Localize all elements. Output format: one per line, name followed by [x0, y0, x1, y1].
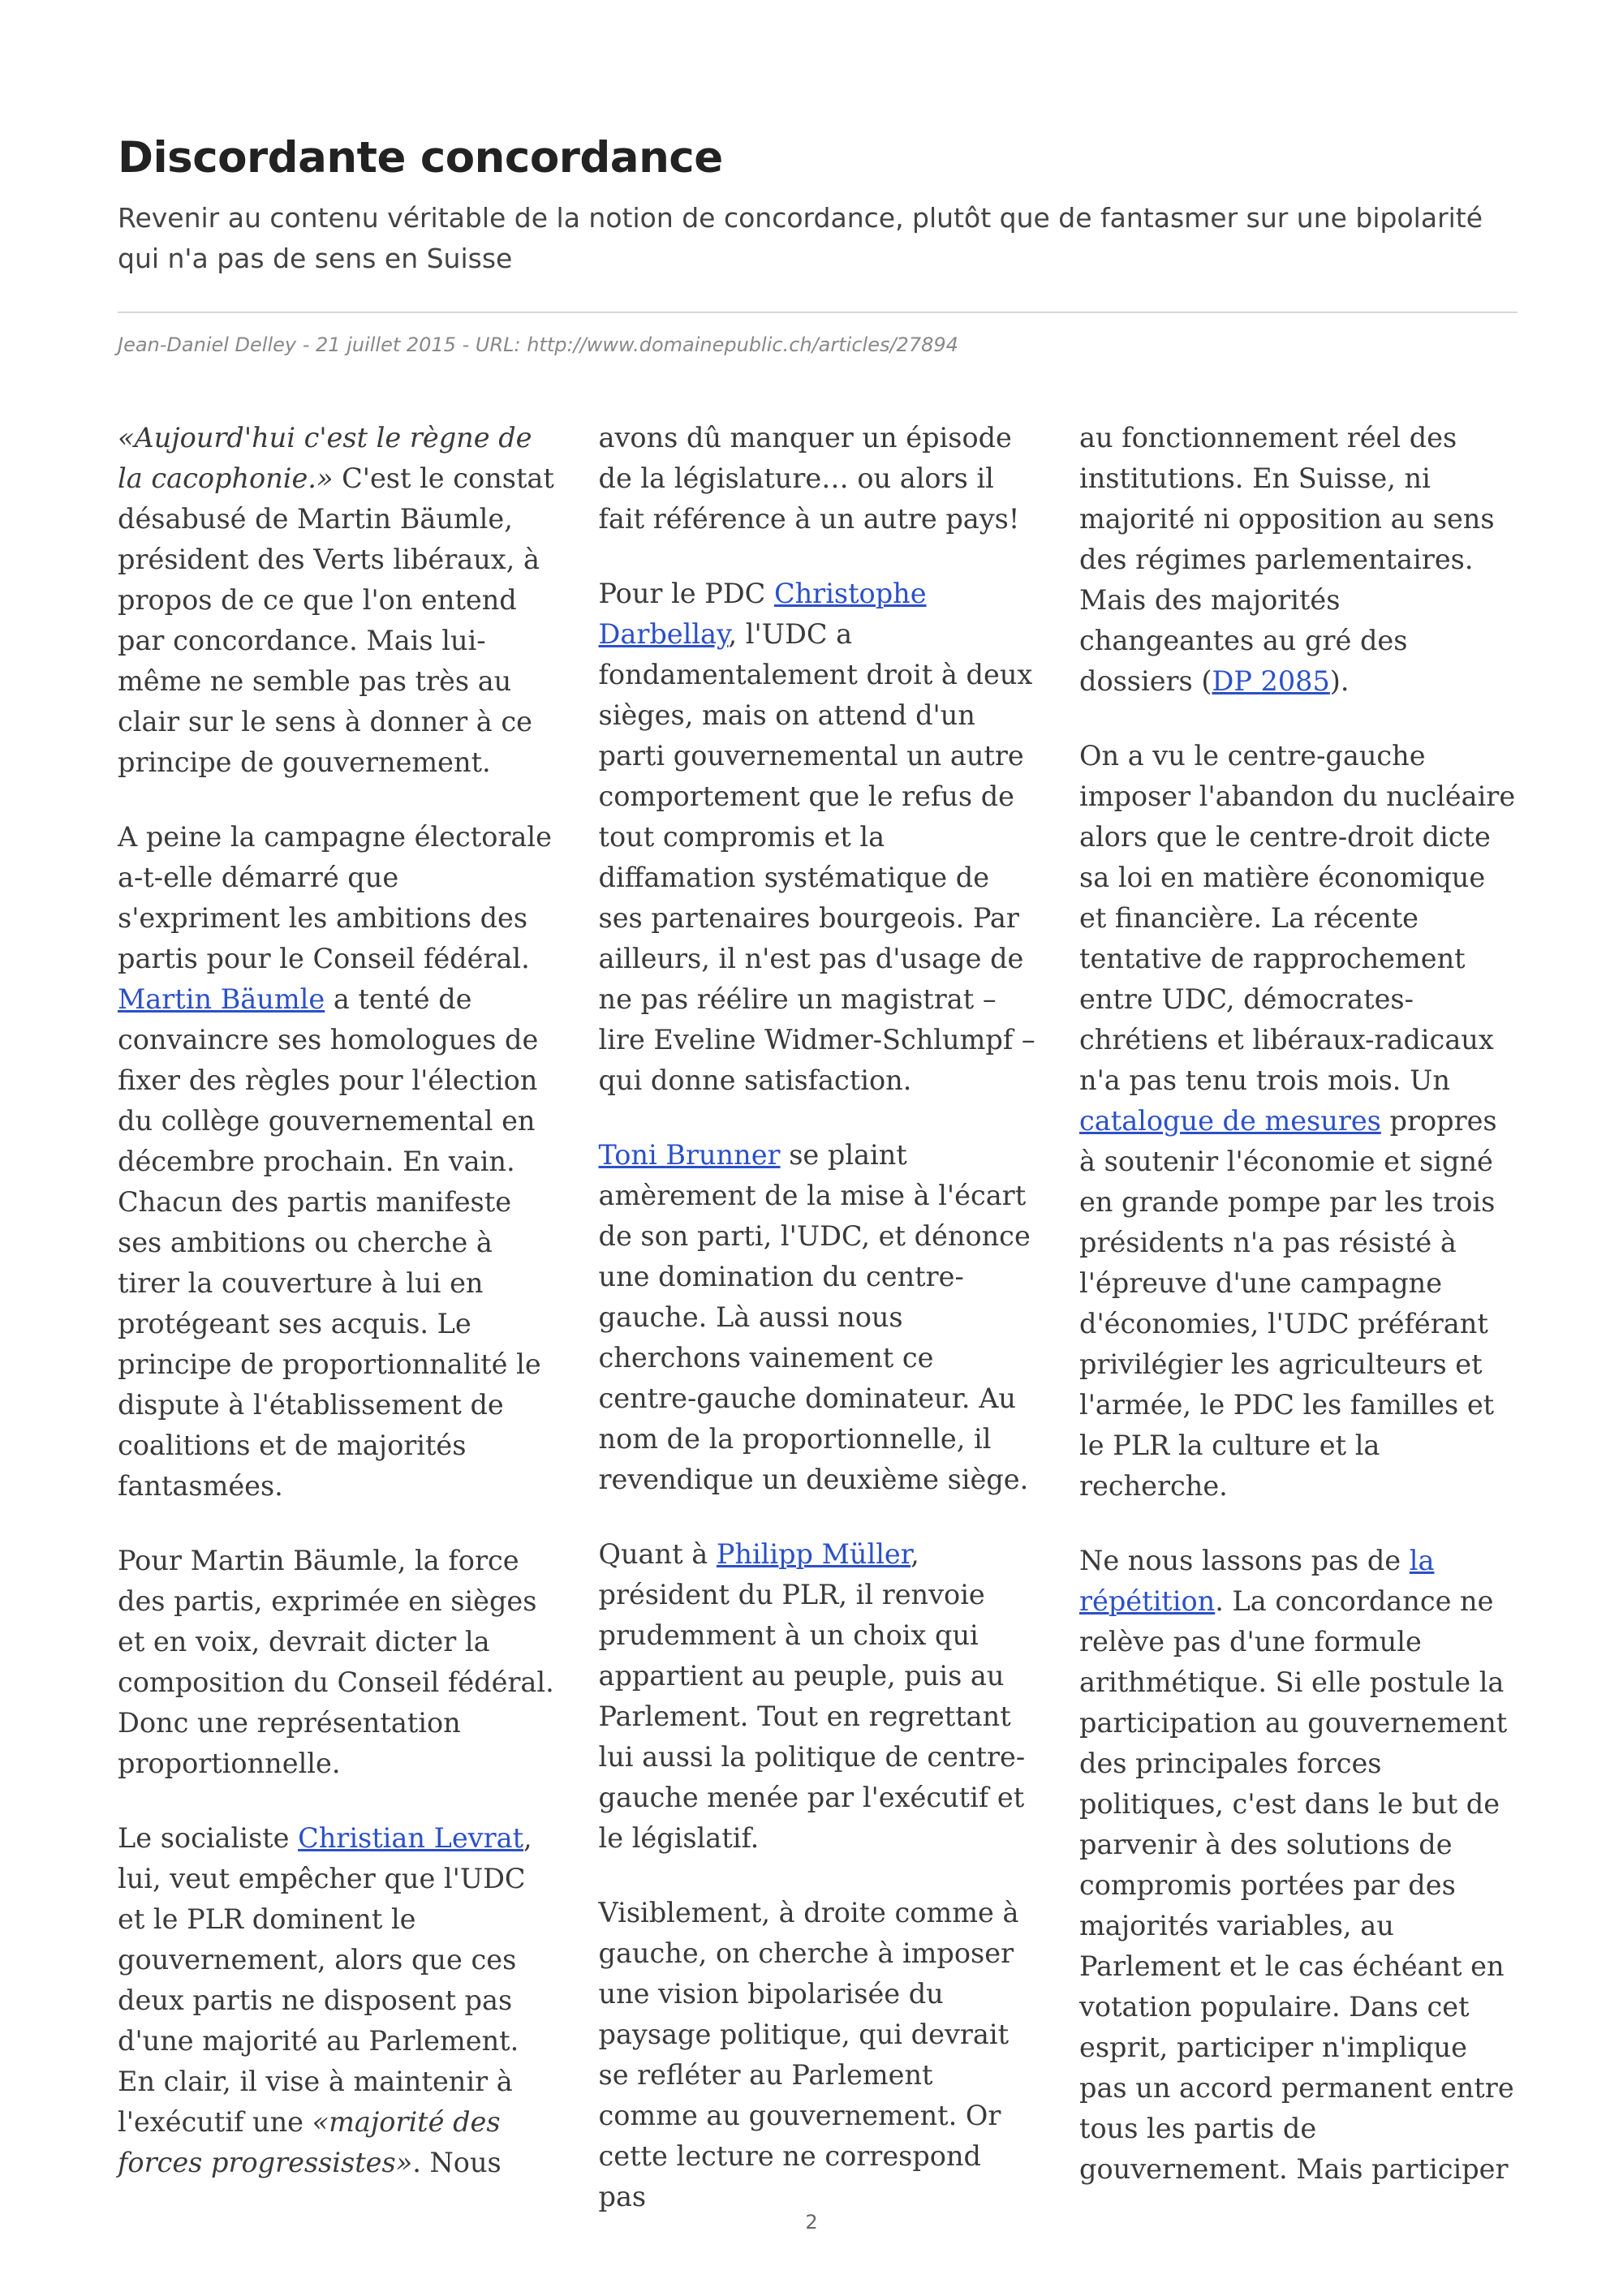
paragraph — [118, 817, 556, 1507]
paragraph — [599, 1534, 1037, 1859]
article-title: Discordante concordance — [118, 133, 723, 183]
text: propres à soutenir l'économie et signé en grande pompe par les trois présidents n'a pas résisté à l'épreuve d'une campagne d'économies, l'UDC préférant privilégier les agriculteurs et l'armée, le PDC les familles et le PLR la culture et la recherche. — [1079, 1105, 1497, 1502]
quote: «majorité des forces progressistes» — [118, 2106, 501, 2178]
link-philipp-muller[interactable]: Philipp Müller — [716, 1538, 911, 1570]
text: . La concordance ne relève pas d'une formule arithmétique. Si elle postule la participation au gouvernement des principales forces politiques, c'est dans le but de parvenir à des solutions de compromis portées par des majorités variables, au Parlement et le cas échéant en votation populaire. Dans cet esprit, participer n'implique pas un accord permanent entre tous les partis de gouvernement. Mais participer — [1079, 1585, 1514, 2185]
text: , l'UDC a fondamentalement droit à deux sièges, mais on attend d'un parti gouvernemental un autre comportement que le refus de tout compromis et la diffamation systématique de ses partenaires bourgeois. Par ailleurs, il n'est pas d'usage de ne pas réélire un magistrat – lire Eveline Widmer-Schlumpf – qui donne satisfaction. — [598, 618, 1035, 1096]
text: au fonctionnement réel des institutions. En Suisse, ni majorité ni opposition au sens des régimes parlementaires. Mais des majorités changeantes au gré des dossiers ( — [1079, 422, 1495, 697]
article-subtitle: Revenir au contenu véritable de la notion de concordance, plutôt que de fantasmer sur une bipolarité qui n'a pas de sens en Suisse — [118, 202, 1483, 274]
link-christophe-darbellay[interactable]: Christophe Darbellay — [598, 578, 927, 650]
page-number: 2 — [805, 2211, 818, 2234]
text: On a vu le centre-gauche imposer l'abandon du nucléaire alors que le centre-droit dicte sa loi en matière économique et financière. La récente tentative de rapprochement entre UDC, démocrates-chrétiens et libéraux-radicaux n'a pas tenu trois mois. Un — [1079, 740, 1516, 1096]
column-1 — [118, 418, 556, 2251]
link-toni-brunner[interactable]: Toni Brunner — [598, 1139, 781, 1171]
link-christian-levrat[interactable]: Christian Levrat — [298, 1822, 524, 1854]
text: Quant à — [598, 1538, 717, 1570]
text: a tenté de convaincre ses homologues de fixer des règles pour l'élection du collège gouvernemental en décembre prochain. En vain. Chacun des partis manifeste ses ambitions ou cherche à tirer la couverture à lui en protégeant ses acquis. Le principe de proportionnalité le dispute à l'établissement de coalitions et de majorités fantasmées. — [118, 983, 541, 1502]
link-la-repetition[interactable]: la répétition — [1079, 1545, 1435, 1617]
paragraph — [599, 574, 1037, 1101]
paragraph: Pour Martin Bäumle, la force des partis, exprimée en sièges et en voix, devrait dicter la composition du Conseil fédéral. Donc une représentation proportionnelle. — [118, 1545, 554, 1779]
text: . Nous — [412, 2147, 502, 2178]
link-catalogue-de-mesures[interactable]: catalogue de mesures — [1079, 1105, 1381, 1137]
text: , lui, veut empêcher que l'UDC et le PLR dominent le gouvernement, alors que ces deux partis ne disposent pas d'une majorité au Parlement. En clair, il vise à maintenir à l'exécutif une — [118, 1822, 532, 2138]
header-divider — [118, 312, 1518, 313]
article-meta: Jean-Daniel Delley - 21 juillet 2015 - URL: http://www.domainepublic.ch/articles/27894 — [118, 333, 958, 356]
paragraph: Visiblement, à droite comme à gauche, on cherche à imposer une vision bipolarisée du paysage politique, qui devrait se refléter au Parlement comme au gouvernement. Or cette lecture ne correspond pas — [598, 1897, 1019, 2212]
paragraph — [118, 1818, 556, 2183]
link-dp-2085[interactable]: DP 2085 — [1212, 665, 1330, 697]
page — [118, 130, 1518, 2247]
paragraph — [599, 1135, 1037, 1500]
paragraph: avons dû manquer un épisode de la législature… ou alors il fait référence à un autre pays! — [598, 422, 1020, 535]
text: , président du PLR, il renvoie prudemment à un choix qui appartient au peuple, puis au Parlement. Tout en regrettant lui aussi la politique de centre-gauche menée par l'exécutif et le législatif. — [598, 1538, 1026, 1854]
column-3 — [1079, 418, 1518, 2251]
paragraph — [1079, 736, 1518, 1507]
quote: «Aujourd'hui c'est le règne de la cacophonie.» — [118, 422, 532, 494]
text: Le socialiste — [118, 1822, 299, 1854]
link-martin-baumle[interactable]: Martin Bäumle — [118, 983, 325, 1015]
paragraph — [1079, 1541, 1518, 2190]
text: A peine la campagne électorale a-t-elle démarré que s'expriment les ambitions des partis pour le Conseil fédéral. — [118, 821, 552, 974]
text: Pour le PDC — [598, 578, 774, 609]
paragraph — [1079, 418, 1518, 702]
paragraph — [118, 418, 556, 783]
text: ). — [1329, 665, 1350, 697]
text: Ne nous lassons pas de — [1079, 1545, 1410, 1576]
article-body — [118, 418, 1518, 2251]
text: se plaint amèrement de la mise à l'écart de son parti, l'UDC, et dénonce une domination du centre-gauche. Là aussi nous cherchons vainement ce centre-gauche dominateur. Au nom de la proportionnelle, il revendique un deuxième siège. — [598, 1139, 1031, 1495]
text: C'est le constat désabusé de Martin Bäumle, président des Verts libéraux, à propos de ce que l'on entend par concordance. Mais lui-même ne semble pas très au clair sur le sens à donner à ce principe de gouvernement. — [118, 462, 554, 778]
column-2 — [599, 418, 1037, 2251]
